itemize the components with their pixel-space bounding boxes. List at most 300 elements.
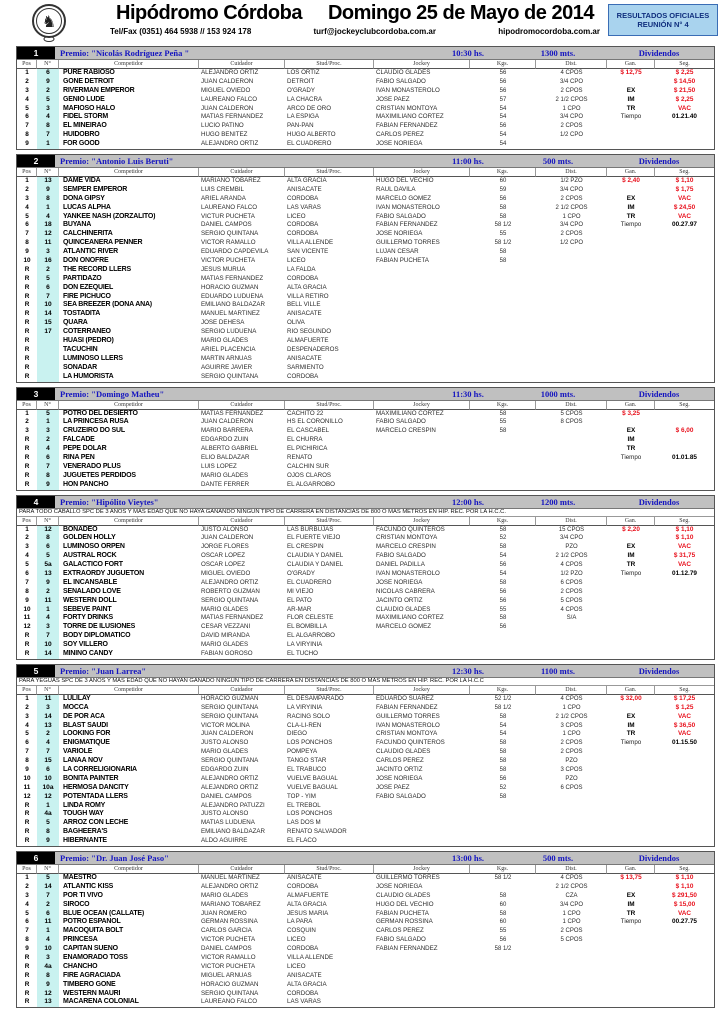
table-row [17, 204, 714, 213]
jockey-cell: IVAN MONASTEROLO [376, 569, 440, 577]
dist-cell: 1/2 PZO [560, 178, 583, 185]
competitor-cell: HON PANCHO [63, 480, 109, 488]
kgs-cell [470, 284, 536, 293]
number-cell: 6 [37, 284, 59, 293]
competitor-cell: LA PRINCESA RUSA [63, 418, 129, 426]
stud-cell: ANISACATE [287, 354, 322, 362]
seg-cell [655, 579, 714, 588]
kgs-cell: 58 [499, 749, 507, 756]
gan-cell [607, 364, 655, 373]
gan-cell [607, 78, 655, 87]
pos-cell: 5 [25, 561, 29, 569]
number-cell: 17 [37, 328, 59, 337]
table-row [17, 122, 714, 131]
competitor-cell: WESTERN DOLL [63, 596, 117, 604]
stud-cell: CORDOBA [287, 882, 319, 890]
table-row [17, 713, 714, 722]
table-row [17, 328, 714, 337]
seg-cell [655, 945, 714, 954]
telfax-text: Tel/Fax (0351) 464 5938 // 153 924 178 [110, 27, 252, 36]
pos-cell: R [24, 337, 30, 345]
svg-text:♞: ♞ [41, 14, 57, 31]
number-cell: 3 [37, 248, 59, 257]
seg-cell: $ 1,10 [675, 177, 694, 185]
table-row [17, 810, 714, 819]
competitor-cell: SEMPER EMPEROR [63, 185, 128, 193]
pos-cell: 6 [25, 569, 29, 577]
gan-cell [607, 248, 655, 257]
trainer-cell: MARIO GLADES [201, 337, 249, 345]
column-header: Seg. [655, 517, 714, 526]
trainer-cell: CESAR VEZZANI [201, 623, 251, 631]
jockey-cell [374, 650, 470, 659]
dist-cell [536, 346, 607, 355]
dist-cell: 1 CPO [562, 213, 581, 220]
table-row [17, 828, 714, 837]
pos-cell: 9 [25, 596, 29, 604]
number-cell: 9 [37, 837, 59, 846]
stud-cell: O'GRADY [287, 86, 315, 94]
dist-cell [536, 632, 607, 641]
stud-cell: ANISACATE [287, 874, 322, 882]
dist-cell: 5 CPOS [560, 937, 583, 944]
pos-cell: R [24, 810, 30, 818]
competitor-cell: TOUGH WAY [63, 810, 104, 818]
dist-cell [536, 427, 607, 436]
table-row [17, 588, 714, 597]
competitor-cell: VARIOLE [63, 748, 93, 756]
dist-cell [536, 828, 607, 837]
pos-cell: 8 [25, 936, 29, 944]
trainer-cell: MARTIN ARNUAS [201, 354, 252, 362]
seg-cell [655, 981, 714, 990]
stud-cell: LOS ORTIZ [287, 69, 320, 76]
competitor-cell: ENIGMATIQUE [63, 739, 110, 747]
pos-cell: R [24, 971, 30, 979]
stud-cell: VILLA ALLENDE [287, 239, 334, 247]
race-section [16, 154, 715, 382]
column-header-row [17, 517, 714, 526]
column-header: Stud/Proc. [285, 686, 374, 695]
gan-cell [607, 293, 655, 302]
trainer-cell: DANIEL CAMPOS [201, 221, 252, 229]
kgs-cell: 58 [499, 213, 507, 220]
column-header: Kgs. [470, 401, 536, 410]
trainer-cell: DANTE FERRER [201, 480, 250, 488]
kgs-cell [470, 463, 536, 472]
table-row [17, 69, 714, 78]
dist-cell [536, 266, 607, 275]
seg-cell: VAC [677, 561, 692, 569]
dist-cell: 4 CPOS [560, 606, 583, 613]
jockey-cell: CLAUDIO GLADES [376, 748, 431, 756]
competitor-cell: BAGHEERA'S [63, 828, 108, 836]
competitor-cell: ENAMORADO TOSS [63, 954, 128, 962]
jockey-cell: FABIAN PUCHETA [376, 257, 429, 265]
race-time: 13:00 hs. [451, 853, 485, 864]
pos-cell: R [24, 372, 30, 380]
trainer-cell: MARIANO TOBAREZ [201, 900, 261, 908]
seg-cell: $ 1,75 [675, 185, 694, 193]
competitor-cell: GENIO LUDE [63, 95, 105, 103]
gan-cell [607, 704, 655, 713]
column-header: Cuidador [199, 686, 285, 695]
number-cell: 3 [37, 623, 59, 632]
stud-cell: O'GRADY [287, 569, 315, 577]
jockey-cell [374, 990, 470, 999]
gan-cell: EX [626, 194, 636, 202]
jockey-cell [374, 373, 470, 382]
jockey-cell: DANIEL PADILLA [376, 561, 425, 569]
kgs-cell [470, 275, 536, 284]
jockey-cell [374, 293, 470, 302]
kgs-cell: 58 [499, 249, 507, 256]
race-note: PARA TODO CABALLO SPC DE 3 AÑOS Y MAS EDAD QUE NO HAYA GANANDO NINGUN TIPO DE CARRERA EN DISTANCIAS DE 800 O MAS METROS EN HIP. REC. POR LA H.C.C. [17, 509, 714, 517]
kgs-cell [470, 998, 536, 1007]
number-cell: 7 [37, 293, 59, 302]
seg-cell: VAC [677, 104, 692, 112]
seg-cell: VAC [677, 543, 692, 551]
race-header-bar [17, 665, 714, 678]
dist-cell [536, 990, 607, 999]
seg-cell [655, 257, 714, 266]
race-premio: Premio: "Hipólito Vieytes" [60, 496, 159, 507]
trainer-cell: GERMAN ROSSINA [201, 918, 258, 926]
gan-cell [607, 883, 655, 892]
gan-cell: IM [627, 436, 635, 444]
column-header: Seg. [655, 686, 714, 695]
table-row [17, 954, 714, 963]
column-header: Jockey [374, 517, 470, 526]
trainer-cell: ALEJANDRO PATUZZI [201, 801, 265, 809]
pos-cell: R [24, 801, 30, 809]
competitor-cell: TACUCHIN [63, 345, 98, 353]
jockey-cell: MAXIMILIANO CORTEZ [376, 113, 444, 121]
dist-cell: PZO [565, 775, 578, 782]
stud-cell: ANISACATE [287, 185, 322, 193]
number-cell: 2 [37, 87, 59, 96]
seg-cell: $ 36,50 [673, 721, 696, 729]
number-cell: 6 [37, 454, 59, 463]
kgs-cell: 56 [499, 597, 507, 604]
pos-cell: 8 [25, 757, 29, 765]
jockey-cell: JOSE NORIEGA [376, 774, 423, 782]
dist-cell: 2 CPOS [560, 195, 583, 202]
seg-cell [655, 972, 714, 981]
seg-cell [655, 623, 714, 632]
competitor-cell: SEBEVE PAINT [63, 605, 112, 613]
dist-cell: 3/4 CPO [559, 901, 583, 908]
seg-cell [655, 248, 714, 257]
trainer-cell: JOSE DEHESA [201, 319, 245, 327]
pos-cell: 1 [25, 694, 29, 702]
stud-cell: LA CHACRA [287, 95, 323, 103]
pos-cell: 12 [23, 792, 31, 800]
competitor-cell: MININO CANDY [63, 649, 113, 657]
gan-cell [607, 319, 655, 328]
number-cell: 5 [37, 874, 59, 883]
table-row [17, 113, 714, 122]
seg-cell: $ 31,75 [673, 552, 696, 560]
dist-cell: 4 CPOS [560, 562, 583, 569]
jockey-cell: NICOLAS CABRERA [376, 587, 435, 595]
number-cell: 7 [37, 748, 59, 757]
seg-cell [655, 310, 714, 319]
kgs-cell [470, 266, 536, 275]
number-cell [37, 373, 59, 382]
seg-cell: $ 21,50 [673, 86, 696, 94]
kgs-cell: 59 [499, 186, 507, 193]
stud-cell: EL CUADRERO [287, 140, 332, 148]
number-cell: 1 [37, 802, 59, 811]
race-distance: 1100 mts. [541, 665, 575, 676]
stud-cell: SAN VICENTE [287, 248, 329, 256]
race-time: 11:00 hs. [452, 156, 484, 167]
competitor-cell: LUMINOSO ORPEN [63, 543, 125, 551]
number-cell: 6 [37, 69, 59, 78]
stud-cell: EL CASCABEL [287, 427, 330, 435]
jockey-club-horse-emblem-icon [28, 3, 70, 41]
stud-cell: EL FLACO [287, 837, 317, 845]
gan-cell [607, 310, 655, 319]
kgs-cell: 58 [499, 204, 507, 211]
gan-cell [607, 784, 655, 793]
kgs-cell: 58 [499, 615, 507, 622]
trainer-cell: JORGE FLORES [201, 543, 249, 551]
number-cell: 1 [37, 418, 59, 427]
jockey-cell: RAUL DAVILA [376, 185, 416, 193]
table-row [17, 819, 714, 828]
trainer-cell: DANIEL CAMPOS [201, 945, 252, 953]
pos-cell: 9 [25, 766, 29, 773]
number-cell: 6 [37, 543, 59, 552]
pos-cell: R [24, 345, 30, 353]
pos-cell: 1 [25, 177, 29, 185]
competitor-cell: HIBERNANTE [63, 837, 107, 845]
pos-cell: R [24, 819, 30, 827]
seg-cell [655, 819, 714, 828]
jockey-cell [374, 802, 470, 811]
trainer-cell: HORACIO GUZMAN [201, 980, 259, 988]
seg-cell: $ 17,25 [673, 694, 696, 702]
table-row [17, 526, 714, 535]
gan-cell: IM [627, 721, 635, 729]
dist-cell [536, 650, 607, 659]
seg-cell [655, 319, 714, 328]
pos-cell: 3 [25, 194, 29, 202]
jockey-cell [374, 454, 470, 463]
number-cell: 2 [37, 588, 59, 597]
pos-cell: 12 [23, 623, 31, 631]
seg-cell [655, 936, 714, 945]
table-row [17, 221, 714, 230]
pos-cell: R [24, 471, 30, 479]
trainer-cell: LUCIO PATIÑO [201, 122, 244, 130]
gan-cell: Tiempo [620, 113, 642, 121]
race-section [16, 387, 715, 491]
seg-cell: 01.01.85 [672, 453, 697, 461]
seg-cell [655, 614, 714, 623]
competitor-cell: EL INCANSABLE [63, 578, 118, 586]
jockey-cell: IVAN MONASTEROLO [376, 86, 440, 94]
pos-cell: R [24, 837, 30, 845]
number-cell: 4 [37, 213, 59, 222]
stud-cell: HUGO ALBERTO [287, 131, 336, 139]
competitor-cell: FOR GOOD [63, 140, 100, 148]
title-block [110, 2, 600, 36]
seg-cell: VAC [677, 730, 692, 738]
stud-cell: COSQUIN [287, 927, 316, 935]
stud-cell: RACING SOLO [287, 712, 330, 720]
number-cell: 4 [37, 936, 59, 945]
gan-cell [607, 945, 655, 954]
stud-cell: TANGO STAR [287, 757, 327, 765]
kgs-cell: 54 [499, 553, 507, 560]
race-number: 4 [17, 496, 55, 508]
table-row [17, 213, 714, 222]
gan-cell [607, 972, 655, 981]
trainer-cell: MATIAS FERNANDEZ [201, 409, 264, 417]
race-premio: Premio: "Nicolás Rodríguez Peña " [60, 48, 190, 58]
number-cell: 2 [37, 901, 59, 910]
pos-cell: 2 [25, 418, 29, 426]
number-cell: 1 [37, 606, 59, 615]
table-row [17, 748, 714, 757]
competitor-cell: LULILAY [63, 694, 91, 702]
dist-cell [536, 310, 607, 319]
gan-cell: Tiempo [620, 918, 642, 926]
table-row [17, 730, 714, 739]
table-row [17, 972, 714, 981]
trainer-cell: SERGIO LUDUEÑA [201, 328, 257, 336]
trainer-cell: ALEJANDRO ORTIZ [201, 882, 259, 890]
jockey-cell [374, 310, 470, 319]
stud-cell: LICEO [287, 936, 306, 944]
column-header: Seg. [655, 60, 714, 69]
kgs-cell: 57 [499, 96, 507, 103]
dist-cell [536, 810, 607, 819]
gan-cell: IM [627, 900, 635, 908]
kgs-cell: 58 [499, 258, 507, 265]
dist-cell [536, 837, 607, 846]
races-list [0, 46, 723, 1008]
pos-cell: 4 [25, 900, 29, 908]
pos-cell: R [24, 363, 30, 371]
number-cell: 4a [37, 810, 59, 819]
jockey-cell: CARLOS PEREZ [376, 131, 424, 139]
kgs-cell: 54 [499, 570, 507, 577]
number-cell: 10 [37, 641, 59, 650]
number-cell: 3 [37, 704, 59, 713]
competitor-cell: ARROZ CON LECHE [63, 819, 129, 827]
stud-cell: CORDOBA [287, 372, 319, 380]
table-row [17, 784, 714, 793]
table-row [17, 981, 714, 990]
kgs-cell [470, 481, 536, 490]
kgs-cell: 56 [499, 588, 507, 595]
table-row [17, 310, 714, 319]
dist-cell [536, 641, 607, 650]
dist-cell [536, 293, 607, 302]
jockey-cell: CARLOS PEREZ [376, 757, 424, 765]
number-cell: 11 [37, 918, 59, 927]
trainer-cell: DANIEL CAMPOS [201, 792, 252, 800]
competitor-cell: RINA PEN [63, 453, 95, 461]
kgs-cell [470, 641, 536, 650]
number-cell: 10a [37, 784, 59, 793]
trainer-cell: LAUREANO FALCO [201, 998, 258, 1006]
competitor-cell: MOCCA [63, 703, 89, 711]
table-row [17, 704, 714, 713]
jockey-cell: CLAUDIO GLADES [376, 605, 431, 613]
competitor-cell: EXTRAORDY JUGUETON [63, 569, 144, 577]
column-header: Kgs. [470, 865, 536, 874]
dist-cell [536, 337, 607, 346]
number-cell: 16 [37, 257, 59, 266]
jockey-cell: MARCELO GOMEZ [376, 194, 432, 202]
stud-cell: EL TREBOL [287, 801, 321, 809]
trainer-cell: ALEJANDRO ORTIZ [201, 774, 259, 782]
number-cell: 7 [37, 632, 59, 641]
trainer-cell: ARIEL ARANDA [201, 194, 246, 202]
kgs-cell: 58 [499, 526, 507, 533]
seg-cell: 00.27.75 [672, 918, 697, 926]
kgs-cell [470, 981, 536, 990]
competitor-cell: LINDA ROMY [63, 801, 106, 809]
dist-cell: 1 CPO [562, 731, 581, 738]
gan-cell [607, 998, 655, 1007]
pos-cell: R [24, 954, 30, 962]
number-cell: 5a [37, 561, 59, 570]
seg-cell [655, 445, 714, 454]
stud-cell: LICEO [287, 257, 306, 265]
gan-cell: TR [626, 212, 636, 220]
dist-cell [536, 998, 607, 1007]
seg-cell [655, 275, 714, 284]
badge-line-1: RESULTADOS OFICIALES [616, 11, 710, 20]
table-row [17, 963, 714, 972]
trainer-cell: OSCAR LOPEZ [201, 561, 246, 569]
seg-cell: 01.15.50 [672, 739, 697, 747]
competitor-cell: QUARA [63, 319, 88, 327]
gan-cell: EX [626, 427, 636, 435]
gan-cell: EX [626, 543, 636, 551]
table-row [17, 641, 714, 650]
kgs-cell: 58 [499, 793, 507, 800]
dist-cell [536, 355, 607, 364]
pos-cell: 7 [25, 748, 29, 756]
table-row [17, 883, 714, 892]
pos-cell: 10 [23, 774, 31, 782]
number-cell: 3 [37, 427, 59, 436]
number-cell: 9 [37, 981, 59, 990]
table-row [17, 606, 714, 615]
contact-line [110, 27, 600, 36]
column-header: Competidor [59, 168, 199, 177]
stud-cell: RENATO SALVADOR [287, 828, 347, 836]
pos-cell: R [24, 310, 30, 318]
kgs-cell: 56 [499, 87, 507, 94]
pos-cell: R [24, 301, 30, 309]
competitor-cell: JUGUETES PERDIDOS [63, 471, 136, 479]
dist-cell: 1/2 CPO [559, 240, 583, 247]
trainer-cell: VICTOR PUCHETA [201, 962, 256, 970]
column-header: Competidor [59, 686, 199, 695]
number-cell [37, 337, 59, 346]
column-header: Gan. [607, 60, 655, 69]
table-row [17, 78, 714, 87]
jockey-cell: MAXIMILIANO CORTEZ [376, 614, 444, 622]
